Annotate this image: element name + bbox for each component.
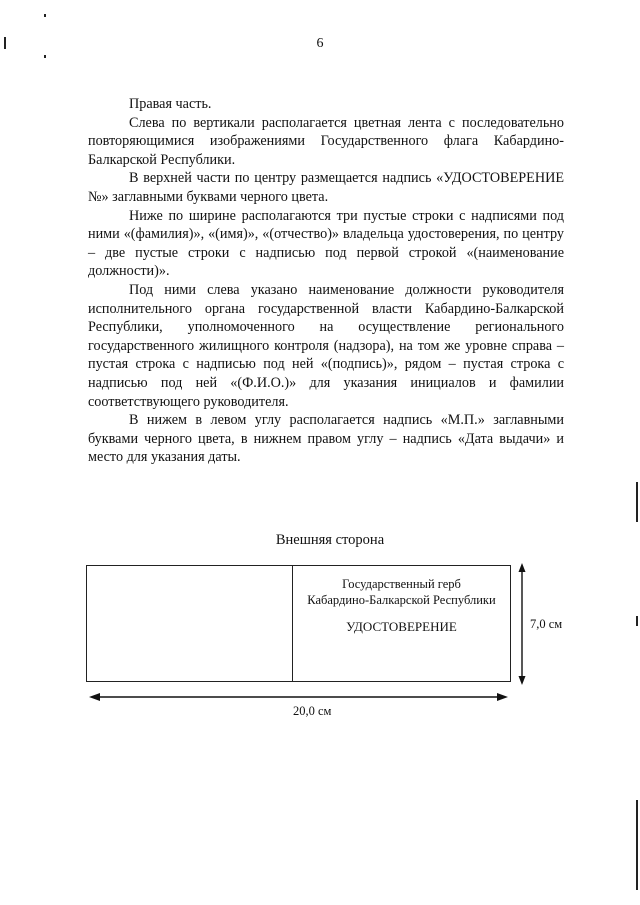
diagram-caption: Внешняя сторона — [275, 532, 385, 548]
certificate-title: УДОСТОВЕРЕНИЕ — [346, 619, 457, 634]
page-number: 6 — [316, 36, 324, 51]
scan-artifact — [636, 800, 638, 890]
height-label: 7,0 см — [530, 617, 563, 631]
certificate-right-panel — [293, 566, 510, 681]
paragraph: В нижем в левом углу располагается надпись «М.П.» заглавными буквами черного цвета, в нижнем правом углу – надпись «Дата выдачи» и место для указания даты. — [88, 412, 564, 466]
paragraph: Ниже по ширине располагаются три пустые строки с надписями под ними «(фамилия)», «(имя)», «(отчество)» владельца удостоверения, по центру – две пустые строки с надписью под первой строкой «(наименование должности)». — [88, 207, 564, 280]
certificate-left-panel — [87, 566, 293, 681]
scan-artifact — [44, 14, 46, 17]
document-body — [88, 95, 564, 467]
emblem-line: Кабардино-Балкарской Республики — [307, 593, 496, 607]
paragraph: В верхней части по центру размещается надпись «УДОСТОВЕРЕНИЕ №» заглавными буквами черного цвета. — [88, 170, 564, 205]
scan-artifact — [44, 55, 46, 58]
certificate-diagram — [86, 565, 511, 682]
scan-artifact — [636, 616, 638, 626]
emblem-caption — [293, 576, 510, 608]
paragraph: Правая часть. — [129, 96, 212, 112]
scan-artifact — [4, 37, 6, 49]
paragraph: Слева по вертикали располагается цветная лента с последовательно повторяющимися изображениями Государственного флага Кабардино-Балкарской Республики. — [88, 114, 564, 168]
scan-artifact — [636, 482, 638, 522]
width-label: 20,0 см — [293, 704, 332, 718]
emblem-line: Государственный герб — [342, 577, 461, 591]
paragraph: Под ними слева указано наименование должности руководителя исполнительного органа государственной власти Кабардино-Балкарской Республики, уполномоченного на осуществление регионального государственного жилищного контроля (надзора), на том же уровне справа – пустая строка с надписью под ней «(подпись)», рядом – пустая строка с надписью под ней «(Ф.И.О.)» для указания инициалов и фамилии соответствующего руководителя. — [88, 281, 564, 410]
